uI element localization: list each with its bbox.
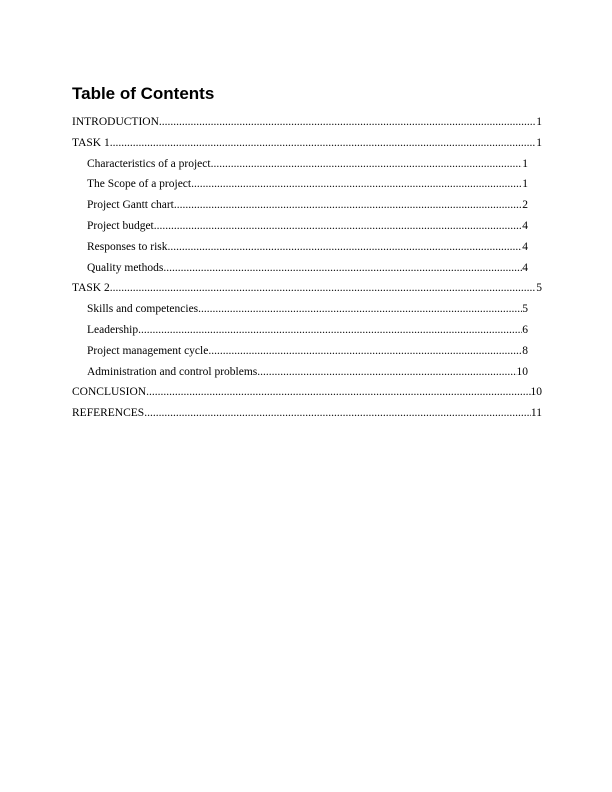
toc-dot-leader: [211, 158, 523, 170]
toc-page-number: 4: [522, 261, 528, 274]
toc-dot-leader: [138, 324, 522, 336]
toc-entry-label: INTRODUCTION: [72, 116, 159, 128]
toc-dot-leader: [159, 116, 536, 128]
toc-entry-responses-to-risk[interactable]: [0, 239, 612, 260]
toc-entry-label: CONCLUSION: [72, 386, 147, 399]
toc-page-number: 8: [522, 344, 528, 357]
toc-entry-scope[interactable]: [0, 176, 612, 197]
toc-entry-task-1[interactable]: [0, 135, 612, 156]
toc-entry-label: Characteristics of a project: [87, 157, 211, 170]
toc-page-number: 6: [522, 323, 528, 336]
toc-entry-gantt-chart[interactable]: [0, 197, 612, 218]
toc-dot-leader: [154, 220, 523, 232]
toc-page-number: 1: [536, 136, 542, 149]
toc-entry-label: Skills and competencies: [87, 303, 199, 316]
toc-page-number: 2: [522, 199, 528, 212]
toc-entry-label: Project budget: [87, 219, 154, 232]
toc-page-number: 10: [530, 386, 542, 399]
toc-dot-leader: [198, 303, 522, 315]
toc-dot-leader: [110, 282, 537, 294]
toc-entry-task-2[interactable]: [0, 280, 612, 301]
toc-page-number: 4: [522, 219, 528, 232]
toc-entry-budget[interactable]: [0, 218, 612, 239]
toc-page-number: 1: [522, 178, 528, 191]
toc-entry-management-cycle[interactable]: [0, 343, 612, 364]
toc-dot-leader: [146, 386, 530, 398]
toc-heading: Table of Contents: [72, 84, 215, 103]
toc-entry-label: TASK 1: [72, 136, 110, 149]
toc-dot-leader: [110, 137, 537, 149]
toc-page-number: 5: [522, 303, 528, 316]
toc-entry-skills[interactable]: [0, 301, 612, 322]
toc-page-number: 1: [536, 116, 542, 128]
toc-entry-leadership[interactable]: [0, 322, 612, 343]
toc-entry-label: Project Gantt chart: [87, 199, 174, 212]
toc-page-number: 10: [516, 365, 528, 378]
toc-page-number: 4: [522, 240, 528, 253]
toc-dot-leader: [174, 199, 522, 211]
toc-entry-introduction[interactable]: [0, 114, 612, 135]
toc-dot-leader: [144, 407, 531, 419]
toc-page-number: 5: [536, 282, 542, 295]
toc-entry-label: Project management cycle: [87, 344, 209, 357]
toc-entry-label: Administration and control problems: [87, 365, 258, 378]
toc-entry-label: Leadership: [87, 323, 139, 336]
toc-entry-characteristics[interactable]: [0, 156, 612, 177]
toc-entry-label: REFERENCES: [72, 407, 145, 420]
toc-entry-label: Quality methods: [87, 261, 164, 274]
table-of-contents: [0, 114, 612, 426]
toc-entry-label: Responses to risk: [87, 240, 168, 253]
toc-dot-leader: [163, 262, 522, 274]
toc-dot-leader: [168, 241, 523, 253]
toc-dot-leader: [257, 366, 516, 378]
toc-dot-leader: [191, 178, 522, 190]
toc-entry-quality-methods[interactable]: [0, 260, 612, 281]
toc-entry-administration[interactable]: [0, 364, 612, 385]
toc-entry-references[interactable]: [0, 405, 612, 426]
toc-entry-label: The Scope of a project: [87, 178, 192, 191]
toc-page-number: 11: [530, 407, 542, 420]
toc-entry-conclusion[interactable]: [0, 384, 612, 405]
toc-page-number: 1: [522, 157, 528, 170]
toc-dot-leader: [208, 345, 522, 357]
toc-entry-label: TASK 2: [72, 282, 110, 295]
